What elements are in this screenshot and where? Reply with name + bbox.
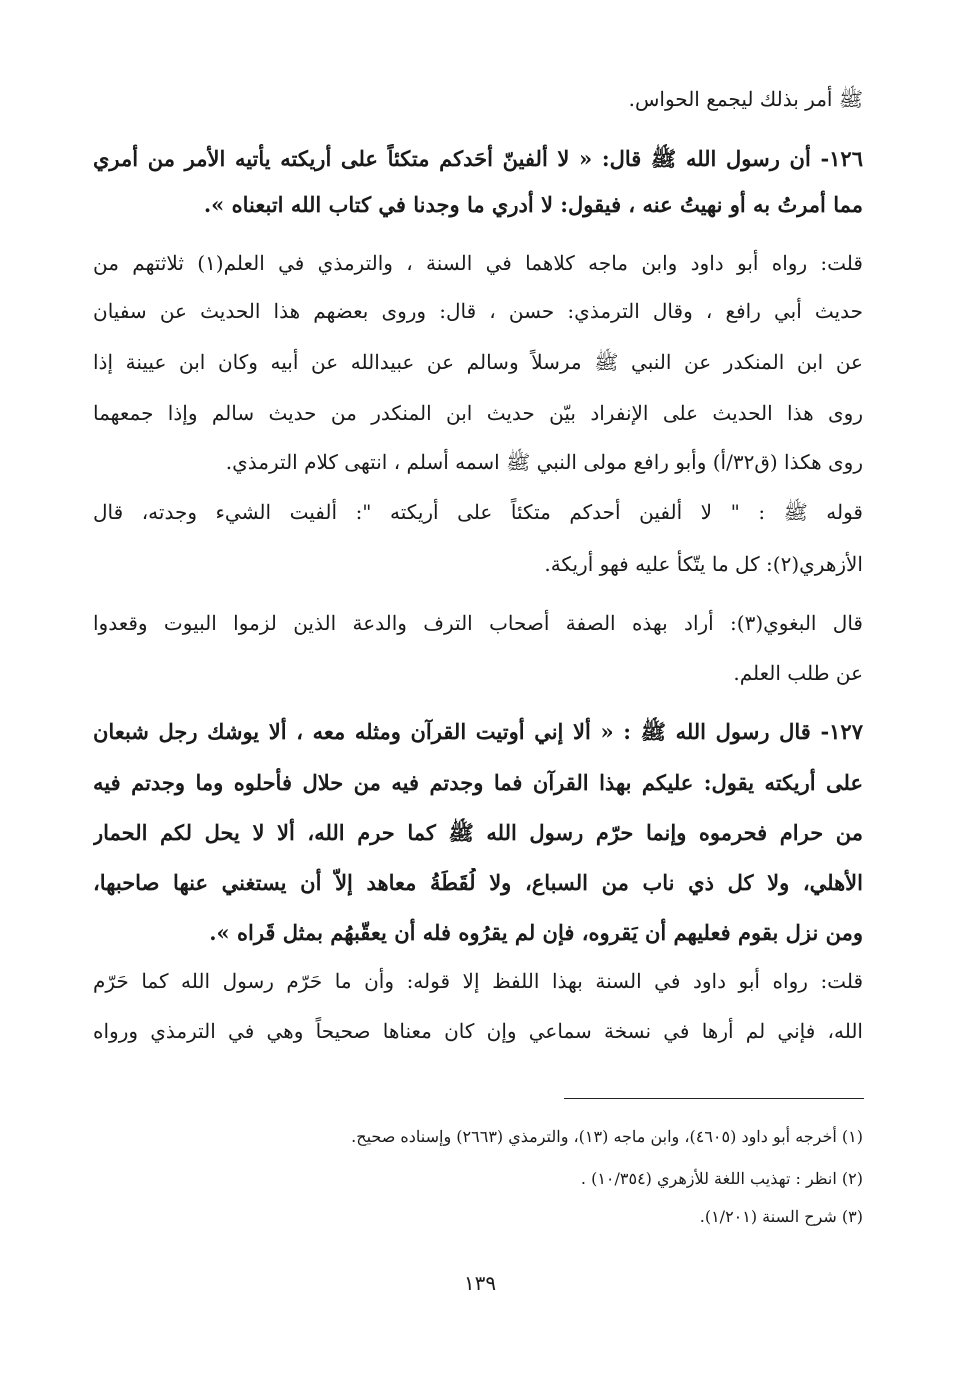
hadith-127-line-1: ١٢٧- قال رسول الله ﷺ : « ألا إني أوتيت القرآن ومثله معه ، ألا يوشك رجل شبعان	[93, 719, 863, 744]
footnote-separator	[564, 1098, 864, 1099]
explanation-line-3: قال البغوي(٣): أراد بهذه الصفة أصحاب الترف والدعة الذين لزموا البيوت وقعدوا	[93, 611, 863, 635]
page-number: ١٣٩	[463, 1271, 497, 1295]
hadith-127-line-2: على أريكته يقول: عليكم بهذا القرآن فما وجدتم فيه من حلال فأحلوه وما وجدتم فيه	[93, 770, 863, 795]
text-line-continuation: ﷺ أمر بذلك ليجمع الحواس.	[628, 87, 863, 111]
hadith-126-line-2: مما أمرتُ به أو نهيتُ عنه ، فيقول: لا أدري ما وجدنا في كتاب الله اتبعناه ».	[203, 192, 863, 217]
commentary-line-4: روى هذا الحديث على الإنفراد بيّن حديث ابن المنكدر من حديث سالم وإذا جمعهما	[93, 401, 863, 425]
explanation-line-1: قوله ﷺ : " لا ألفين أحدكم متكئاً على أريكته ": ألفيت الشيء وجدته، قال	[93, 500, 863, 524]
hadith-126-line-1: ١٢٦- أن رسول الله ﷺ قال: « لا ألفينّ أحَدكم متكئاً على أريكته يأتيه الأمر من أمري	[93, 146, 863, 171]
footnote-2: (٢) انظر : تهذيب اللغة للأزهري (١٠/٣٥٤) .	[580, 1169, 863, 1188]
commentary-127-line-1: قلت: رواه أبو داود في السنة بهذا اللفظ إلا قوله: وأن ما حَرّم رسول الله كما حَرّم	[93, 969, 863, 993]
commentary-line-2: حديث أبي رافع ، وقال الترمذي: حسن ، قال: وروى بعضهم هذا الحديث عن سفيان	[93, 299, 863, 323]
hadith-127-line-3: من حرام فحرموه وإنما حرّم رسول الله ﷺ كما حرم الله، ألا لا يحل لكم الحمار	[93, 820, 863, 845]
footnote-1: (١) أخرجه أبو داود (٤٦٠٥)، وابن ماجه (١٣)، والترمذي (٢٦٦٣) وإسناده صحيح.	[351, 1127, 863, 1146]
commentary-127-line-2: الله، فإني لم أرها في نسخة سماعي وإن كان معناها صحيحاً وهي في الترمذي ورواه	[93, 1019, 863, 1043]
hadith-127-line-4: الأهلي، ولا كل ذي ناب من السباع، ولا لُقَطَةُ معاهد إلاّ أن يستغني عنها صاحبها،	[93, 870, 863, 895]
explanation-line-4: عن طلب العلم.	[733, 661, 863, 685]
commentary-line-1: قلت: رواه أبو داود وابن ماجه كلاهما في السنة ، والترمذي في العلم(١) ثلاثتهم من	[93, 251, 863, 275]
commentary-line-3: عن ابن المنكدر عن النبي ﷺ مرسلاً وسالم عن عبيدالله عن أبيه وكان ابن عيينة إذا	[93, 350, 863, 374]
hadith-127-line-5: ومن نزل بقوم فعليهم أن يَقروه، فإن لم يقرُوه فله أن يعقّبهُم بمثل قَراه ».	[209, 920, 863, 945]
commentary-line-5: روى هكذا (ق٣٢/أ) وأبو رافع مولى النبي ﷺ اسمه أسلم ، انتهى كلام الترمذي.	[225, 450, 863, 474]
explanation-line-2: الأزهري(٢): كل ما يتّكأ عليه فهو أريكة.	[544, 552, 863, 576]
footnote-3: (٣) شرح السنة (١/٢٠١).	[699, 1207, 863, 1226]
